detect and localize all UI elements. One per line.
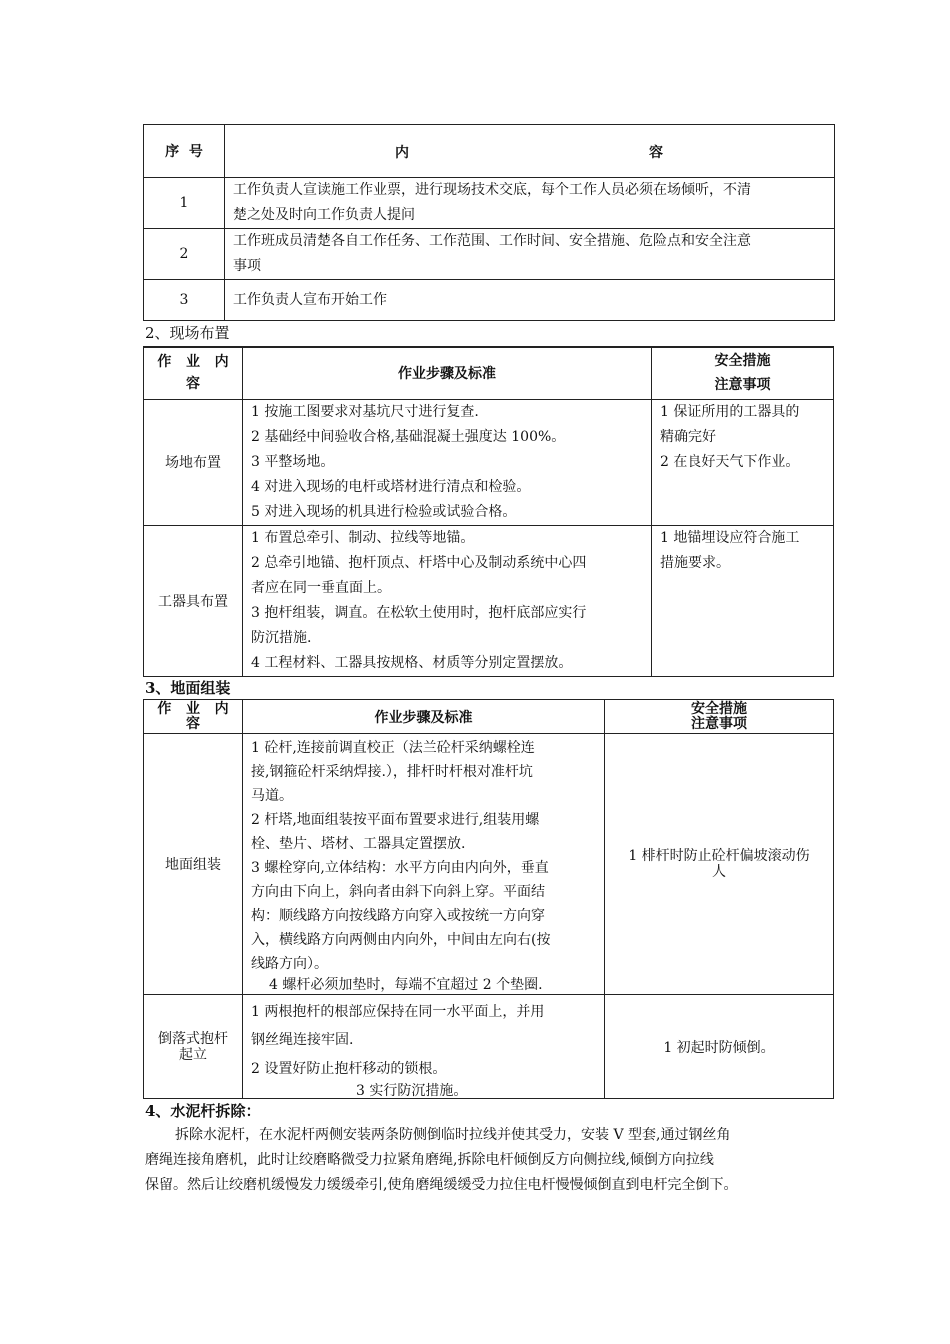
safety-header-line: 注意事项 [714,377,771,394]
step-line: 3 螺栓穿向,立体结构：水平方向由内向外，垂直 [251,860,549,876]
safety-header-line: 安全措施 [714,353,771,370]
safety-line: 1 保证所用的工器具的 [660,403,800,420]
step-line: 2 总牵引地锚、抱杆顶点、杆塔中心及制动系统中心四 [251,554,587,571]
step-line: 1 砼杆,连接前调直校正（法兰砼杆采纳螺栓连 [251,740,535,756]
section-4-paragraph [145,1123,825,1198]
steps-cell [243,995,605,1099]
table-row [144,280,835,321]
step-line: 1 两根抱杆的根部应保持在同一水平面上，并用 [251,1004,545,1020]
steps-cell [243,525,652,676]
safety-line: 2 在良好天气下作业。 [660,453,800,470]
job-name [144,995,243,1099]
step-line: 2 基础经中间验收合格,基础混凝土强度达 100%。 [251,428,566,445]
step-line: 4 对进入现场的电杆或塔材进行清点和检验。 [251,478,531,495]
safety-line: 精确完好 [660,428,716,445]
safety-line: 1 地锚埋设应符合施工 [660,529,800,546]
safety-header [652,347,834,399]
step-line: 方向由下向上，斜向者由斜下向斜上穿。平面结 [251,884,545,900]
step-line: 线路方向）。 [251,956,328,972]
safety-cell [605,734,834,995]
step-line: 构：顺线路方向按线路方向穿入或按统一方向穿 [251,908,545,924]
paragraph-line: 磨绳连接角磨机，此时让绞磨略微受力拉紧角磨绳,拆除电杆倾倒反方向侧拉线,倾倒方向拉线 [145,1152,714,1168]
row-content-line: 工作班成员清楚各自工作任务、工作范围、工作时间、安全措施、危险点和安全注意 [233,233,751,249]
step-line: 者应在同一垂直面上。 [251,579,391,596]
job-header-line: 容 [186,715,200,732]
job-header-line: 作 业 内 [157,354,229,371]
job-name: 工器具布置 [144,525,243,676]
safety-line: 措施要求。 [660,554,730,571]
job-header [144,700,243,734]
job-header-line: 容 [186,376,200,393]
row-content [225,229,835,280]
table-row [144,734,834,995]
row-content-line: 工作负责人宣布开始工作 [233,291,387,308]
safety-cell [652,399,834,525]
steps-header: 作业步骤及标准 [243,347,652,399]
row-number: 1 [144,178,225,229]
step-line: 马道。 [251,788,293,804]
row-content-line: 工作负责人宣读施工作业票，进行现场技术交底，每个工作人员必须在场倾听，不清 [233,182,751,198]
safety-cell [652,525,834,676]
section-2-title: 2、现场布置 [145,324,230,342]
content-header-b: 容 [649,145,663,161]
job-name: 场地布置 [144,399,243,525]
step-line: 2 设置好防止抱杆移动的锁根。 [251,1061,447,1077]
job-header [144,347,243,399]
content-header-a: 内 [395,145,409,161]
step-line: 2 杆塔,地面组装按平面布置要求进行,组装用螺 [251,812,540,828]
row-content-line: 楚之处及时向工作负责人提问 [233,207,415,223]
seq-header [144,125,225,178]
step-line: 3 平整场地。 [251,453,335,470]
step-line: 4 螺杆必须加垫时，每端不宜超过 2 个垫圈. [269,977,543,993]
step-line: 3 实行防沉措施。 [356,1083,468,1099]
job-name-line: 倒落式抱杆 [158,1030,228,1047]
step-line: 钢丝绳连接牢固. [251,1032,354,1048]
seq-header-label: 序 号 [165,144,203,160]
step-line: 3 抱杆组装，调直。在松软土使用时，抱杆底部应实行 [251,604,587,621]
table-row [144,995,834,1099]
safety-header-line: 安全措施 [691,700,747,717]
paragraph-line: 拆除水泥杆，在水泥杆两侧安装两条防侧倒临时拉线并使其受力，安装 V 型套,通过钢丝角 [175,1127,731,1143]
site-layout-table [143,346,834,677]
step-line: 1 按施工图要求对基坑尺寸进行复查. [251,403,479,420]
work-briefing-table [143,124,835,321]
safety-header [605,700,834,734]
job-name-line: 起立 [179,1046,207,1063]
row-content [225,178,835,229]
table-row [144,399,834,525]
step-line: 防沉措施. [251,629,312,646]
table-row [144,525,834,676]
safety-header-line: 注意事项 [691,715,747,732]
row-number: 2 [144,229,225,280]
steps-cell [243,399,652,525]
section-4-title: 4、水泥杆拆除： [145,1102,261,1120]
paragraph-line: 保留。然后让绞磨机缓慢发力缓缓牵引,使角磨绳缓缓受力拉住电杆慢慢倾倒直到电杆完全倒下。 [145,1177,738,1193]
steps-cell [243,734,605,995]
step-line: 接,钢箍砼杆采纳焊接.），排杆时杆根对准杆坑 [251,764,533,780]
safety-line: 人 [712,864,726,880]
step-line: 4 工程材料、工器具按规格、材质等分别定置摆放。 [251,654,573,671]
table-row [144,229,835,280]
safety-cell: 1 初起时防倾倒。 [605,995,834,1099]
table-row [144,178,835,229]
ground-assembly-table [143,699,834,1099]
content-header [225,125,835,178]
job-header-line: 作 业 内 [157,700,229,717]
step-line: 栓、垫片、塔材、工器具定置摆放. [251,836,466,852]
row-content-line: 事项 [233,258,261,274]
job-name: 地面组装 [144,734,243,995]
safety-line: 1 棑杆时防止砼杆偏坡滚动伤 [628,848,810,864]
step-line: 1 布置总牵引、制动、拉线等地锚。 [251,529,475,546]
step-line: 入，横线路方向两侧由内向外，中间由左向右(按 [251,932,551,948]
row-content [225,280,835,321]
steps-header: 作业步骤及标准 [243,700,605,734]
row-number: 3 [144,280,225,321]
step-line: 5 对进入现场的机具进行检验或试验合格。 [251,503,517,520]
section-3-title: 3、地面组装 [145,679,231,697]
